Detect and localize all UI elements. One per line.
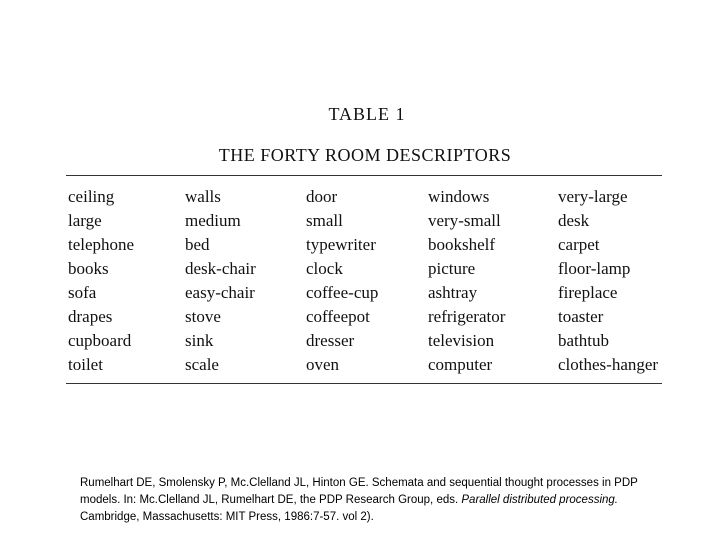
table-cell: telephone	[68, 235, 135, 254]
descriptor-table	[66, 185, 666, 375]
table-row	[66, 281, 666, 305]
table-cell: picture	[428, 259, 476, 278]
table-cell: walls	[185, 187, 221, 206]
table-row	[66, 353, 666, 377]
table-cell: floor-lamp	[558, 259, 631, 278]
table-row	[66, 233, 666, 257]
table-cell: typewriter	[306, 235, 376, 254]
table-cell: sofa	[68, 283, 97, 302]
table-cell: carpet	[558, 235, 600, 254]
citation-book-title: Parallel distributed processing.	[461, 494, 618, 506]
top-rule	[66, 175, 662, 176]
table-cell: windows	[428, 187, 490, 206]
table-cell: ashtray	[428, 283, 478, 302]
table-label: TABLE 1	[328, 104, 406, 124]
table-cell: bathtub	[558, 331, 609, 350]
table-cell: very-large	[558, 187, 628, 206]
table-cell: small	[306, 211, 343, 230]
table-cell: stove	[185, 307, 221, 326]
table-row	[66, 209, 666, 233]
table-cell: desk-chair	[185, 259, 256, 278]
table-cell: refrigerator	[428, 307, 506, 326]
table-cell: drapes	[68, 307, 113, 326]
table-cell: books	[68, 259, 109, 278]
table-cell: sink	[185, 331, 214, 350]
table-cell: coffee-cup	[306, 283, 379, 302]
table-cell: toaster	[558, 307, 604, 326]
table-cell: scale	[185, 355, 219, 374]
table-row	[66, 185, 666, 209]
table-cell: bed	[185, 235, 210, 254]
table-cell: very-small	[428, 211, 501, 230]
table-cell: bookshelf	[428, 235, 496, 254]
table-cell: fireplace	[558, 283, 618, 302]
bottom-rule	[66, 383, 662, 384]
table-cell: door	[306, 187, 338, 206]
citation	[80, 475, 680, 526]
table-cell: dresser	[306, 331, 355, 350]
table-cell: medium	[185, 211, 241, 230]
table-cell: television	[428, 331, 495, 350]
table-cell: cupboard	[68, 331, 132, 350]
table-cell: large	[68, 211, 102, 230]
citation-publisher: Cambridge, Massachusetts: MIT Press, 1986:7-57. vol 2).	[80, 511, 374, 523]
table-cell: coffeepot	[306, 307, 370, 326]
table-title: THE FORTY ROOM DESCRIPTORS	[218, 145, 512, 165]
table-cell: clothes-hanger	[558, 355, 659, 374]
table-cell: oven	[306, 355, 340, 374]
table-cell: easy-chair	[185, 283, 255, 302]
table-row	[66, 257, 666, 281]
table-cell: computer	[428, 355, 493, 374]
table-cell: toilet	[68, 355, 103, 374]
table-cell: desk	[558, 211, 590, 230]
table-row	[66, 305, 666, 329]
table-cell: clock	[306, 259, 343, 278]
table-row	[66, 329, 666, 353]
citation-text: Rumelhart DE, Smolensky P, Mc.Clelland JL, Hinton GE. Schemata and sequential thought processes in PDP models. In: Mc.Clelland JL, Rumelhart DE, the PDP Research Group, eds.	[80, 477, 638, 506]
table-cell: ceiling	[68, 187, 115, 206]
